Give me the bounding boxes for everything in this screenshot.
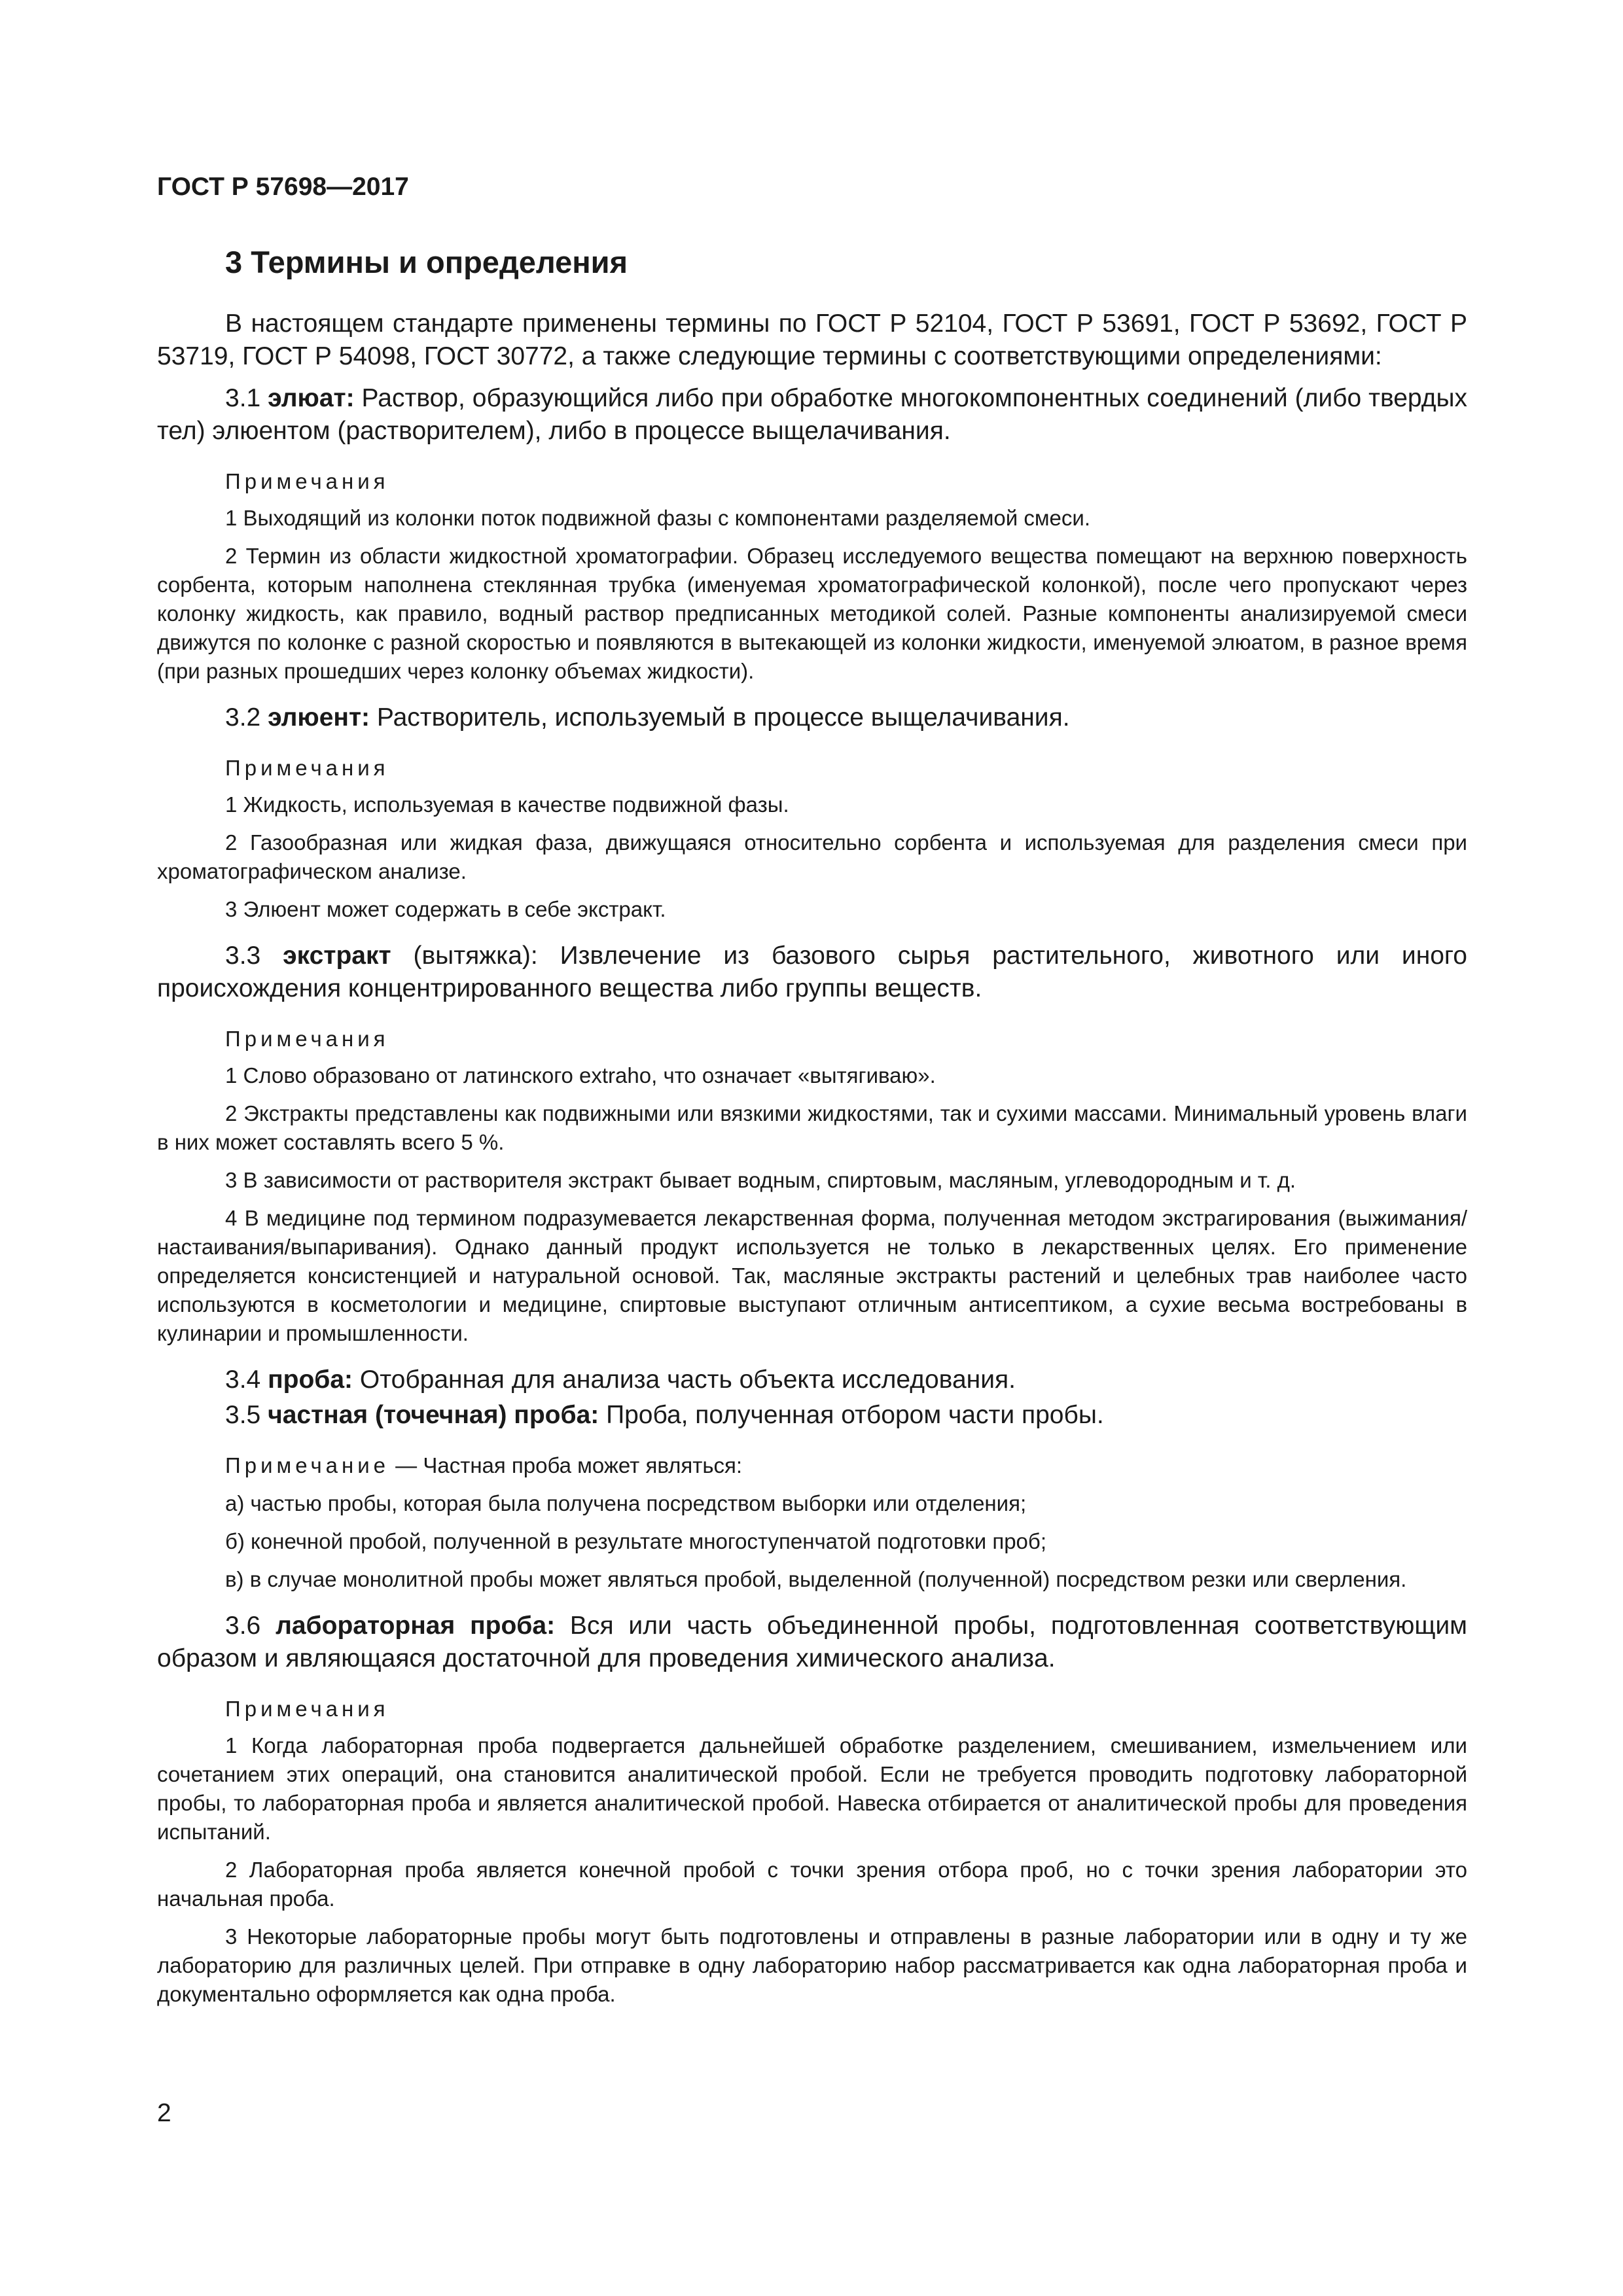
term-number: 3.4 bbox=[225, 1366, 261, 1394]
term-name: частная (точечная) проба: bbox=[268, 1401, 599, 1429]
notes-heading: Примечания bbox=[225, 1697, 389, 1721]
note: б) конечной пробой, полученной в результате многоступенчатой подготовки проб; bbox=[225, 1529, 1046, 1553]
notes-heading: Примечания bbox=[225, 469, 389, 493]
note-lead-text: — Частная проба может являться: bbox=[389, 1453, 743, 1477]
note: 2 Газообразная или жидкая фаза, движущаяся относительно сорбента и используемая для разделения смеси при хроматографическом анализе. bbox=[157, 830, 1467, 883]
note: 1 Когда лабораторная проба подвергается дальнейшей обработке разделением, смешиванием, измельчением или сочетанием этих операций, она становится аналитической пробой. Если не требуется проводить подготовку лабораторной пробы, то лабораторная проба и является аналитической пробой. Навеска отбирается от аналитической пробы для проведения испытаний. bbox=[157, 1733, 1467, 1844]
term-3-2 bbox=[157, 701, 1467, 734]
note: 4 В медицине под термином подразумевается лекарственная форма, полученная методом экстрагирования (выжимания/настаивания/выпаривания). Однако данный продукт используется не только в лекарственных целях. Его применение определяется консистенцией и натуральной основой. Так, масляные экстракты растений и целебных трав наиболее часто используются в косметологии и медицине, спиртовые выступают отличным антисептиком, а сухие весьма востребованы в кулинарии и промышленности. bbox=[157, 1206, 1467, 1345]
note: 1 Жидкость, используемая в качестве подвижной фазы. bbox=[225, 792, 789, 817]
note: 2 Термин из области жидкостной хроматографии. Образец исследуемого вещества помещают на верхнюю поверхность сорбента, которым наполнена стеклянная трубка (именуемая хроматографической колонкой), после чего пропускают через колонку жидкость, как правило, водный раствор предписанных методикой солей. Разные компоненты анализируемой смеси движутся по колонке с разной скоростью и появляются в вытекающей из колонки жидкости, именуемой элюатом, в разное время (при разных прошедших через колонку объемах жидкости). bbox=[157, 544, 1467, 683]
notes-heading: Примечания bbox=[225, 1027, 389, 1051]
document-page bbox=[157, 171, 1467, 2024]
section-title: 3 Термины и определения bbox=[225, 245, 628, 279]
term-definition: Отобранная для анализа часть объекта исследования. bbox=[353, 1366, 1016, 1394]
term-number: 3.5 bbox=[225, 1401, 261, 1429]
term-definition: Проба, полученная отбором части пробы. bbox=[599, 1401, 1104, 1429]
term-name: лабораторная проба: bbox=[276, 1612, 556, 1640]
term-3-6 bbox=[157, 1610, 1467, 1675]
note: 3 Элюент может содержать в себе экстракт. bbox=[225, 897, 666, 921]
note-lead bbox=[157, 1451, 1467, 1480]
term-3-3 bbox=[157, 940, 1467, 1005]
notes-3-1 bbox=[157, 467, 1467, 686]
note: 2 Экстракты представлены как подвижными или вязкими жидкостями, так и сухими массами. Минимальный уровень влаги в них может составлять всего 5 %. bbox=[157, 1101, 1467, 1154]
note-label: Примечание bbox=[225, 1453, 390, 1477]
note: в) в случае монолитной пробы может являться пробой, выделенной (полученной) посредством резки или сверления. bbox=[225, 1567, 1407, 1591]
notes-3-3 bbox=[157, 1025, 1467, 1348]
term-number: 3.6 bbox=[225, 1612, 261, 1640]
term-number: 3.3 bbox=[225, 942, 261, 970]
term-definition: Растворитель, используемый в процессе выщелачивания. bbox=[370, 703, 1070, 732]
page-number: 2 bbox=[157, 2099, 171, 2127]
term-3-5 bbox=[157, 1399, 1467, 1432]
note: 1 Выходящий из колонки поток подвижной фазы с компонентами разделяемой смеси. bbox=[225, 506, 1090, 530]
notes-3-5 bbox=[157, 1451, 1467, 1594]
note: 3 В зависимости от растворителя экстракт бывает водным, спиртовым, масляным, углеводородным и т. д. bbox=[225, 1168, 1296, 1192]
term-name: элюент: bbox=[268, 703, 370, 732]
section-intro: В настоящем стандарте применены термины по ГОСТ Р 52104, ГОСТ Р 53691, ГОСТ Р 53692, ГОСТ Р 53719, ГОСТ Р 54098, ГОСТ 30772, а также следующие термины с соответствующими определениями: bbox=[157, 309, 1467, 370]
notes-heading: Примечания bbox=[225, 756, 389, 780]
notes-3-2 bbox=[157, 754, 1467, 924]
term-3-4 bbox=[157, 1364, 1467, 1396]
term-definition: (вытяжка): Извлечение из базового сырья растительного, животного или иного происхождения концентрированного вещества либо группы веществ. bbox=[157, 942, 1467, 1002]
notes-3-6 bbox=[157, 1695, 1467, 2009]
term-name: проба: bbox=[268, 1366, 353, 1394]
term-name: элюат: bbox=[268, 384, 355, 412]
term-definition: Вся или часть объединенной пробы, подготовленная соответствующим образом и являющаяся достаточной для проведения химического анализа. bbox=[157, 1612, 1467, 1672]
note: 1 Слово образовано от латинского extraho, что означает «вытягиваю». bbox=[225, 1063, 936, 1087]
term-number: 3.1 bbox=[225, 384, 261, 412]
document-code: ГОСТ Р 57698—2017 bbox=[157, 173, 409, 201]
term-name: экстракт bbox=[283, 942, 391, 970]
note: 3 Некоторые лабораторные пробы могут быть подготовлены и отправлены в разные лаборатории или в одну и ту же лабораторию для различных целей. При отправке в одну лабораторию набор рассматривается как одна лабораторная проба и документально оформляется как одна проба. bbox=[157, 1924, 1467, 2006]
term-definition: Раствор, образующийся либо при обработке многокомпонентных соединений (либо твердых тел) элюентом (растворителем), либо в процессе выщелачивания. bbox=[157, 384, 1467, 445]
term-3-1 bbox=[157, 382, 1467, 448]
note: а) частью пробы, которая была получена посредством выборки или отделения; bbox=[225, 1491, 1027, 1515]
term-number: 3.2 bbox=[225, 703, 261, 732]
note: 2 Лабораторная проба является конечной пробой с точки зрения отбора проб, но с точки зрения лаборатории это начальная проба. bbox=[157, 1858, 1467, 1911]
